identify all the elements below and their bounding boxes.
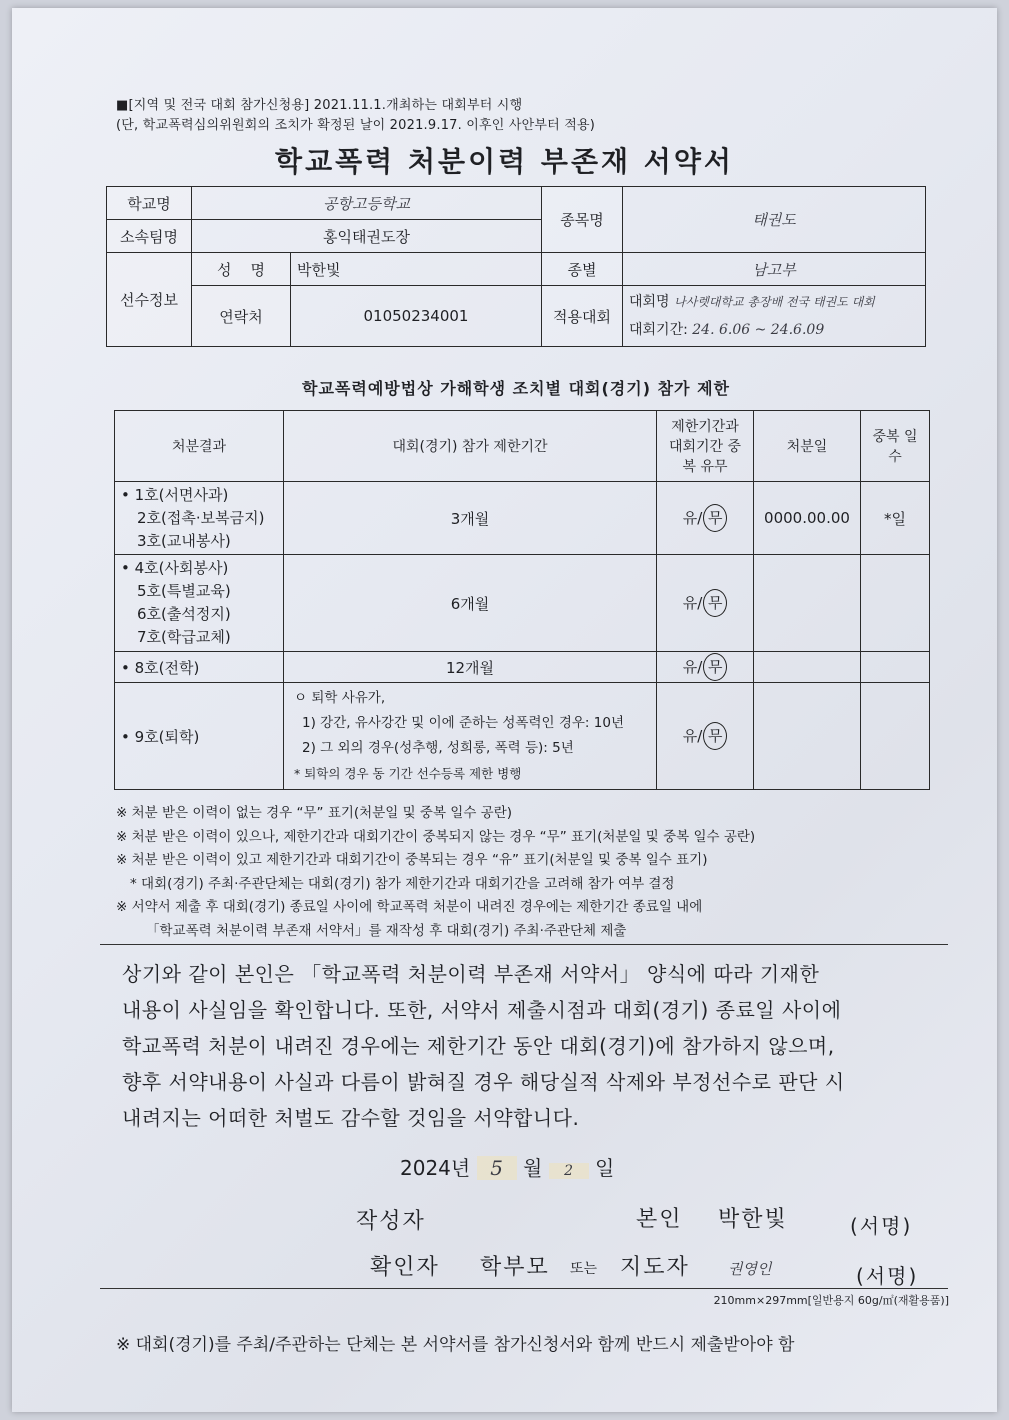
- pledge-line: 학교폭력 처분이 내려진 경우에는 제한기간 동안 대회(경기)에 참가하지 않으며,: [122, 1034, 835, 1058]
- info-table: [106, 186, 926, 347]
- name-value: 박한빛: [291, 253, 542, 286]
- note-item: ※ 서약서 제출 후 대회(경기) 종료일 사이에 학교폭력 처분이 내려진 경우에는 제한기간 종료일 내에: [116, 899, 703, 915]
- mu-option-circled: 무: [703, 589, 727, 617]
- category-value: 남고부: [623, 253, 926, 286]
- row1-result-line: 2호(접촉·보복금지): [137, 508, 265, 527]
- pledge-line: 상기와 같이 본인은 「학교폭력 처분이력 부존재 서약서」 양식에 따라 기재한: [122, 962, 820, 986]
- date-day-value: 2: [549, 1163, 589, 1179]
- divider-bottom: [100, 1288, 948, 1289]
- mu-option-circled: 무: [703, 653, 727, 681]
- row2-result-line: 5호(특별교육): [137, 582, 231, 600]
- row2-days: [861, 555, 930, 652]
- row3-result: • 8호(전학): [115, 652, 284, 683]
- mu-option-circled: 무: [703, 722, 727, 750]
- header-days: 중복 일수: [861, 411, 930, 482]
- row4-period: [284, 683, 657, 790]
- coach-label: 지도자: [620, 1255, 690, 1280]
- self-name: 박한빛: [718, 1207, 788, 1232]
- row3-date: [754, 652, 861, 683]
- school-label: 학교명: [107, 187, 192, 220]
- event-label: 종목명: [542, 187, 623, 253]
- note-item: * 대회(경기) 주최·주관단체는 대회(경기) 참가 제한기간과 대회기간을 고려해 참가 여부 결정: [130, 875, 675, 892]
- row4-period-line: 2) 그 외의 경우(성추행, 성희롱, 폭력 등): 5년: [302, 740, 574, 756]
- header-period: 대회(경기) 참가 제한기간: [284, 411, 657, 482]
- header-result: 처분결과: [115, 411, 284, 482]
- row1-result-line: • 1호(서면사과): [121, 485, 229, 504]
- row2-result-line: • 4호(사회봉사): [121, 559, 229, 577]
- note-item: ※ 처분 받은 이력이 있으나, 제한기간과 대회기간이 중복되지 않는 경우 “무” 표기(처분일 및 중복 일수 공란): [116, 828, 756, 845]
- contact-label: 연락처: [192, 286, 291, 347]
- team-value: 홍익태권도장: [192, 220, 542, 253]
- note-line-2: (단, 학교폭력심의위원회의 조치가 확정된 날이 2021.9.17. 이후인 사안부터 적용): [116, 118, 596, 133]
- confirm-label: 확인자: [370, 1255, 440, 1280]
- notes-block: [116, 802, 755, 943]
- date-month-label: 월: [522, 1156, 543, 1180]
- row1-days: *일: [861, 482, 930, 555]
- paper-spec: 210mm×297mm[일반용지 60g/㎡(재활용품)]: [713, 1294, 949, 1307]
- row3-overlap: [657, 652, 754, 683]
- event-value: 태권도: [623, 187, 926, 253]
- category-label: 종별: [542, 253, 623, 286]
- coach-sign-label: (서명): [856, 1264, 919, 1288]
- apply-label: 적용대회: [542, 286, 623, 347]
- coach-name: 권영인: [728, 1260, 772, 1278]
- contest-name-label: 대회명: [629, 294, 670, 310]
- self-sign-label: (서명): [850, 1214, 913, 1238]
- date-year: 2024년: [400, 1156, 471, 1180]
- yu-option: 유/: [682, 509, 703, 527]
- row2-result: [115, 555, 284, 652]
- player-label: 선수정보: [107, 253, 192, 347]
- row2-result-line: 6호(출석정지): [137, 605, 231, 623]
- name-label: 성 명: [192, 253, 291, 286]
- mu-option-circled: 무: [703, 504, 727, 532]
- row1-result: [115, 482, 284, 555]
- row1-result-line: 3호(교내봉사): [137, 531, 231, 550]
- footer-note: ※ 대회(경기)를 주최/주관하는 단체는 본 서약서를 참가신청서와 함께 반드시 제출받아야 함: [116, 1335, 795, 1355]
- note-item: ※ 처분 받은 이력이 있고 제한기간과 대회기간이 중복되는 경우 “유” 표기(처분일 및 중복 일수 표기): [116, 852, 708, 868]
- row4-period-line: * 퇴학의 경우 동 기간 선수등록 제한 병행: [294, 766, 522, 781]
- school-value: 공항고등학교: [192, 187, 542, 220]
- note-item: 「학교폭력 처분이력 부존재 서약서」를 재작성 후 대회(경기) 주최·주관단체 제출: [146, 922, 627, 939]
- self-label: 본인: [636, 1207, 683, 1232]
- contest-name-value: 나사렛대학교 총장배 전국 태권도 대회: [674, 295, 875, 309]
- parent-label: 학부모: [480, 1255, 550, 1280]
- row2-date: [754, 555, 861, 652]
- row3-period: 12개월: [284, 652, 657, 683]
- divider-top: [100, 944, 948, 945]
- header-overlap: 제한기간과 대회기간 중복 유무: [657, 411, 754, 482]
- or-label: 또는: [570, 1261, 598, 1277]
- yu-option: 유/: [682, 727, 703, 745]
- yu-option: 유/: [682, 658, 703, 676]
- team-label: 소속팀명: [107, 220, 192, 253]
- row4-result: • 9호(퇴학): [115, 683, 284, 790]
- pledge-line: 내용이 사실임을 확인합니다. 또한, 서약서 제출시점과 대회(경기) 종료일 사이에: [122, 998, 842, 1022]
- note-line-1: ■[지역 및 전국 대회 참가신청용] 2021.11.1.개최하는 대회부터 시행: [116, 98, 523, 113]
- row4-period-line: ㅇ 퇴학 사유가,: [294, 690, 386, 706]
- row1-date: 0000.00.00: [754, 482, 861, 555]
- note-item: ※ 처분 받은 이력이 없는 경우 “무” 표기(처분일 및 중복 일수 공란): [116, 805, 513, 821]
- row4-date: [754, 683, 861, 790]
- yu-option: 유/: [682, 594, 703, 612]
- row1-overlap: [657, 482, 754, 555]
- row2-result-line: 7호(학급교체): [137, 628, 231, 646]
- pledge-line: 내려지는 어떠한 처벌도 감수할 것임을 서약합니다.: [122, 1106, 580, 1130]
- restriction-table: [114, 410, 930, 790]
- header-date: 처분일: [754, 411, 861, 482]
- row3-days: [861, 652, 930, 683]
- document-title: 학교폭력 처분이력 부존재 서약서: [275, 145, 734, 178]
- row2-overlap: [657, 555, 754, 652]
- restrict-title: 학교폭력예방법상 가해학생 조치별 대회(경기) 참가 제한: [302, 379, 730, 398]
- pledge-line: 향후 서약내용이 사실과 다름이 밝혀질 경우 해당실적 삭제와 부정선수로 판단 시: [122, 1070, 845, 1094]
- contest-period-label: 대회기간:: [629, 322, 693, 338]
- row4-period-line: 1) 강간, 유사강간 및 이에 준하는 성폭력인 경우: 10년: [302, 715, 624, 731]
- date-day-label: 일: [594, 1156, 615, 1180]
- row2-period: 6개월: [284, 555, 657, 652]
- row4-overlap: [657, 683, 754, 790]
- date-month-value: 5: [477, 1156, 517, 1180]
- row1-period: 3개월: [284, 482, 657, 555]
- date-line: [400, 1152, 614, 1181]
- row4-days: [861, 683, 930, 790]
- contest-period-value: 24. 6.06 ~ 24.6.09: [692, 322, 825, 338]
- pledge-text: [122, 956, 932, 1136]
- contact-value: 01050234001: [291, 286, 542, 347]
- writer-label: 작성자: [356, 1209, 426, 1234]
- contest-cell: [623, 286, 926, 347]
